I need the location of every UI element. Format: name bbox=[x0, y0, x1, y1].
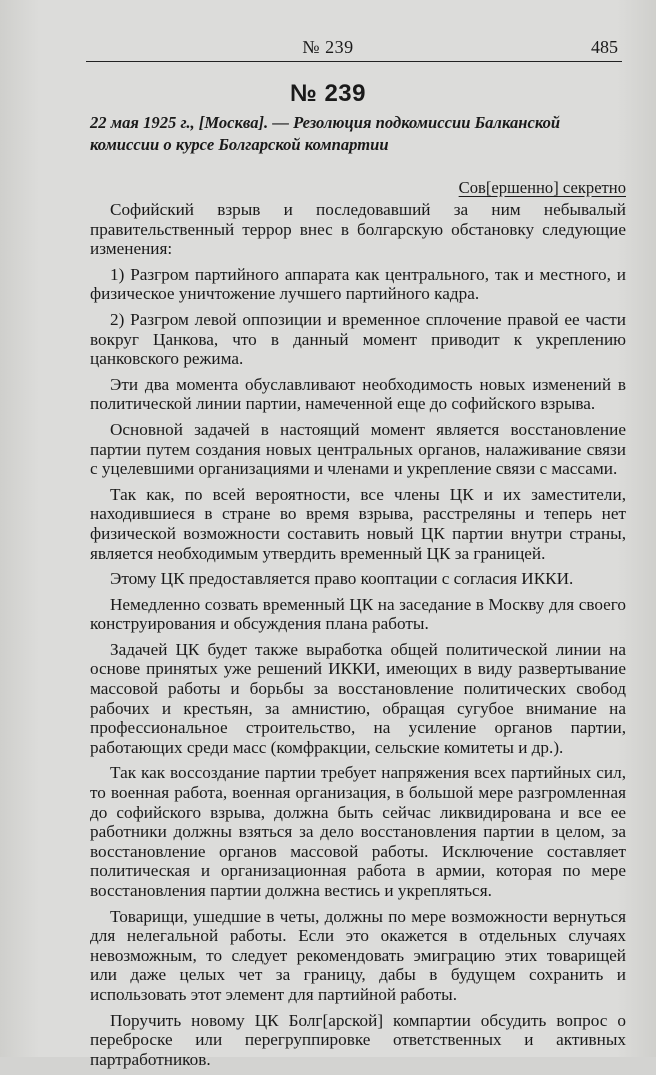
paragraph: Эти два момента обуславливают необходимость новых изменений в политической линии партии, намеченной еще до софийского взрыва. bbox=[90, 374, 626, 414]
paragraph: Поручить новому ЦК Болг[арской] компартии обсудить вопрос о переброске или перегруппировке ответственных и активных партработников. bbox=[90, 1010, 626, 1069]
document-heading: 22 мая 1925 г., [Москва]. — Резолюция подкомиссии Балканской комиссии о курсе Болгарской компартии bbox=[90, 113, 561, 154]
paragraph: Основной задачей в настоящий момент является восстановление партии путем создания новых центральных органов, налаживание связи с уцелевшими организациями и членами и укрепление связи с массами. bbox=[90, 419, 626, 479]
document-number: № 239 bbox=[290, 80, 366, 107]
paragraph: Так как воссоздание партии требует напряжения всех партийных сил, то военная работа, военная организация, в большой мере разгромленная до софийского взрыва, должна быть сейчас ликвидирована и все ее работники должны взяться за дело восстановления партии в целом, за восстановление органов массовой работы. Исключение составляет политическая и организационная работа в армии, которая по мере восстановления партии должна вестись и укрепляться. bbox=[90, 763, 626, 900]
paragraph: 1) Разгром партийного аппарата как центрального, так и местного, и физическое уничтожение лучшего партийного кадра. bbox=[90, 264, 626, 304]
document-body bbox=[90, 200, 626, 1075]
paragraph: Немедленно созвать временный ЦК на заседание в Москву для своего конструирования и обсуждения плана работы. bbox=[90, 594, 626, 634]
paragraph: 2) Разгром левой оппозиции и временное сплочение правой ее части вокруг Цанкова, что в данный момент приводит к укреплению цанковского режима. bbox=[90, 309, 626, 369]
paragraph: Задачей ЦК будет также выработка общей политической линии на основе принятых уже решений ИККИ, имеющих в виду развертывание массовой работы и борьбы за восстановление политических свобод рабочих и крестьян, за амнистию, обращая сугубое внимание на профессиональное строительство, на усиление органов партии, работающих среди масс (комфракции, сельские комитеты и др.). bbox=[90, 639, 626, 757]
paragraph: Так как, по всей вероятности, все члены ЦК и их заместители, находившиеся в стране во время взрыва, расстреляны и теперь нет физической возможности составить новый ЦК партии внутри страны, является необходимым утвердить временный ЦК за границей. bbox=[90, 484, 626, 563]
classification-label: Сов[ершенно] секретно bbox=[458, 178, 626, 197]
paragraph: Софийский взрыв и последовавший за ним небывалый правительственный террор внес в болгарскую обстановку следующие изменения: bbox=[90, 200, 626, 259]
header-rule bbox=[86, 61, 622, 62]
running-head-document-number: № 239 bbox=[302, 37, 354, 57]
page-number: 485 bbox=[591, 37, 618, 57]
paragraph: Товарищи, ушедшие в четы, должны по мере возможности вернуться для нелегальной работы. Если это окажется в отдельных случаях невозможным, то следует рекомендовать эмиграцию этих товарищей или даже целых чет за границу, дабы в будущем сохранить и использовать этот элемент для партийной работы. bbox=[90, 906, 626, 1004]
paragraph: Этому ЦК предоставляется право кооптации с согласия ИККИ. bbox=[110, 569, 574, 589]
running-head bbox=[0, 37, 656, 59]
